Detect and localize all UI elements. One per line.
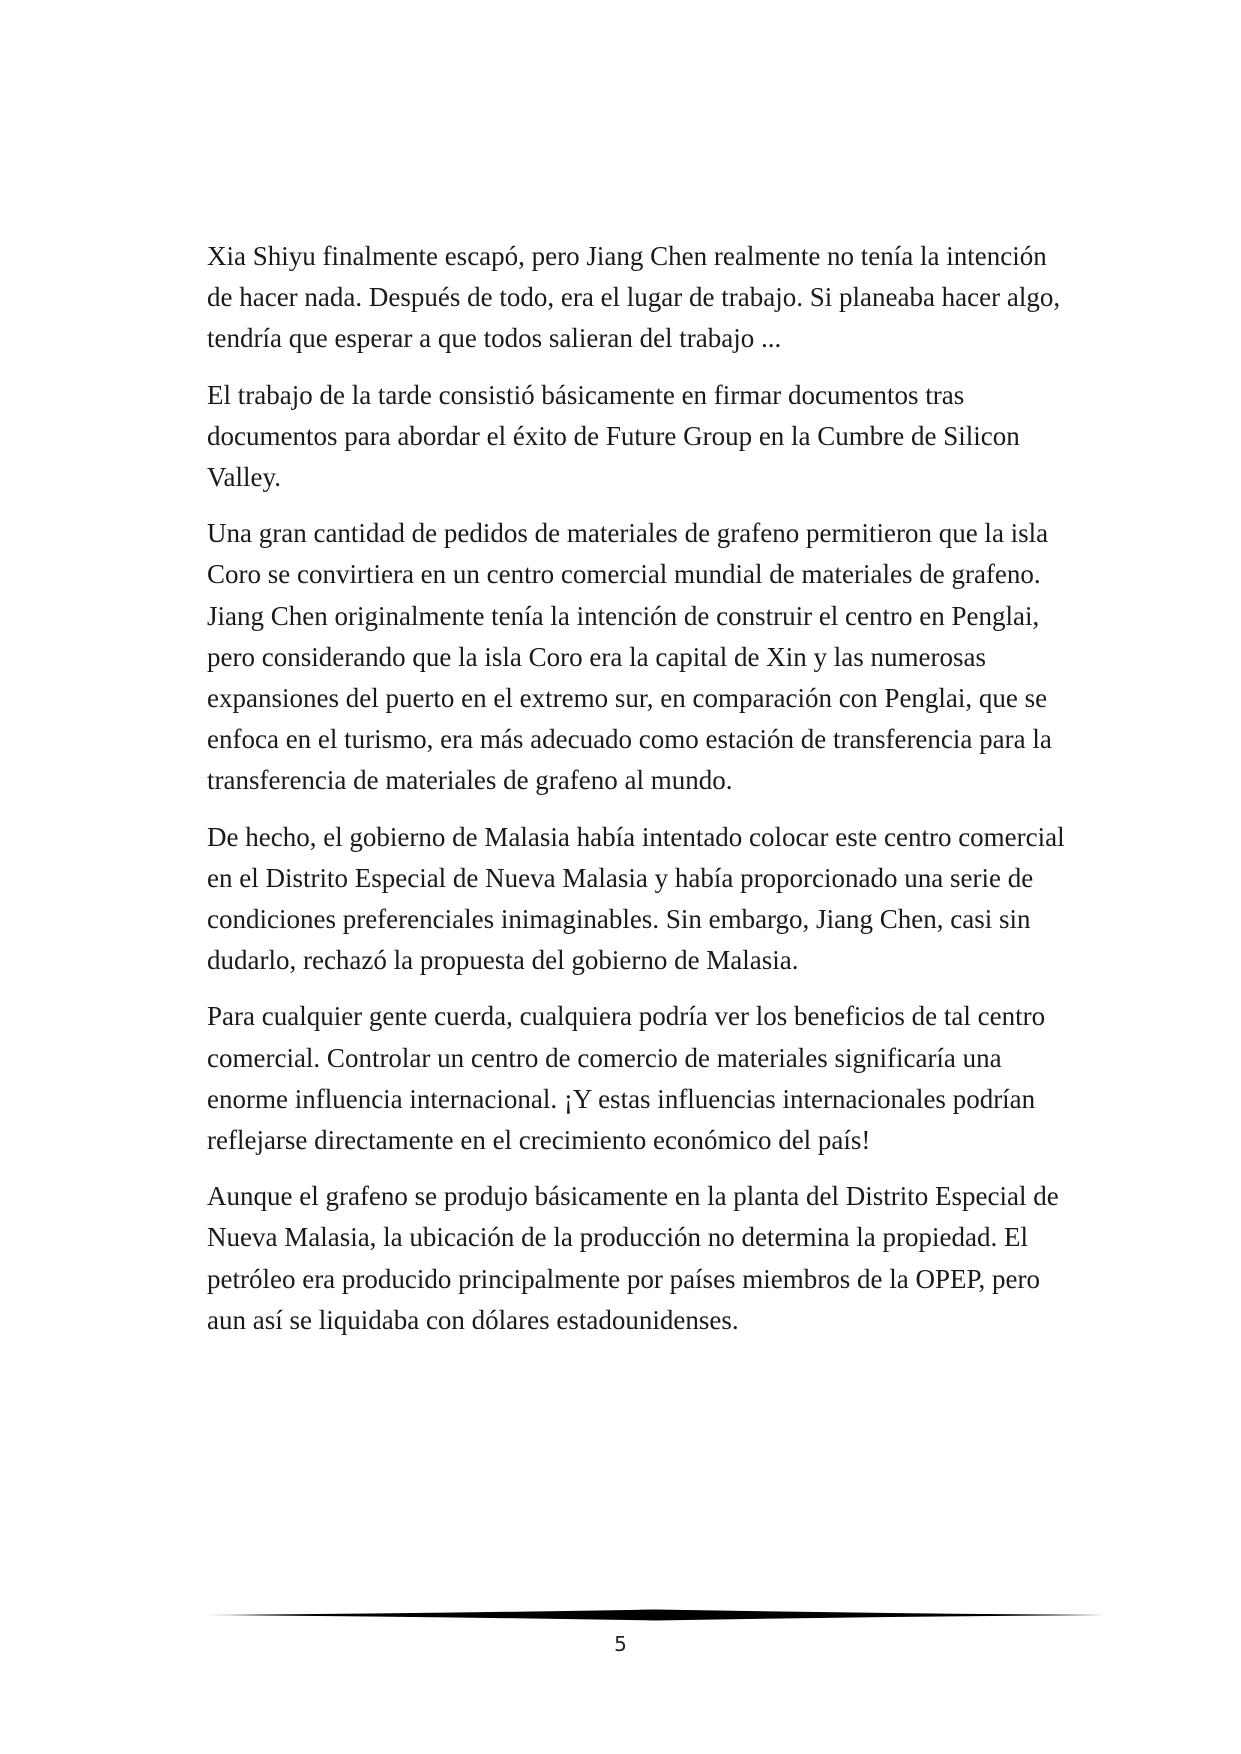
- body-text: [207, 236, 1067, 1356]
- paragraph: Aunque el grafeno se produjo básicamente en la planta del Distrito Especial de Nueva Malasia, la ubicación de la producción no determina la propiedad. El petróleo era producido principalmente por países miembros de la OPEP, pero aun así se liquidaba con dólares estadounidenses.: [207, 1181, 1059, 1335]
- paragraph: Xia Shiyu finalmente escapó, pero Jiang Chen realmente no tenía la intención de hacer nada. Después de todo, era el lugar de trabajo. Si planeaba hacer algo, tendría que esperar a que todos salieran del trabajo ...: [207, 241, 1061, 354]
- footer-divider: [205, 1608, 1105, 1622]
- paragraph: El trabajo de la tarde consistió básicamente en firmar documentos tras documentos para abordar el éxito de Future Group en la Cumbre de Silicon Valley.: [207, 379, 1020, 493]
- paragraph: Para cualquier gente cuerda, cualquiera podría ver los beneficios de tal centro comercial. Controlar un centro de comercio de materiales significaría una enorme influencia internacional. ¡Y estas influencias internacionales podrían reflejarse directamente en el crecimiento económico del país!: [207, 1001, 1046, 1156]
- paragraph: De hecho, el gobierno de Malasia había intentado colocar este centro comercial en el Distrito Especial de Nueva Malasia y había proporcionado una serie de condiciones preferenciales inimaginables. Sin embargo, Jiang Chen, casi sin dudarlo, rechazó la propuesta del gobierno de Malasia.: [207, 821, 1065, 976]
- paragraph: Una gran cantidad de pedidos de materiales de grafeno permitieron que la isla Coro se convirtiera en un centro comercial mundial de materiales de grafeno. Jiang Chen originalmente tenía la intención de construir el centro en Penglai, pero considerando que la isla Coro era la capital de Xin y las numerosas expansiones del puerto en el extremo sur, en comparación con Penglai, que se enfoca en el turismo, era más adecuado como estación de transferencia para la transferencia de materiales de grafeno al mundo.: [207, 518, 1052, 796]
- page-number: 5: [614, 1632, 627, 1656]
